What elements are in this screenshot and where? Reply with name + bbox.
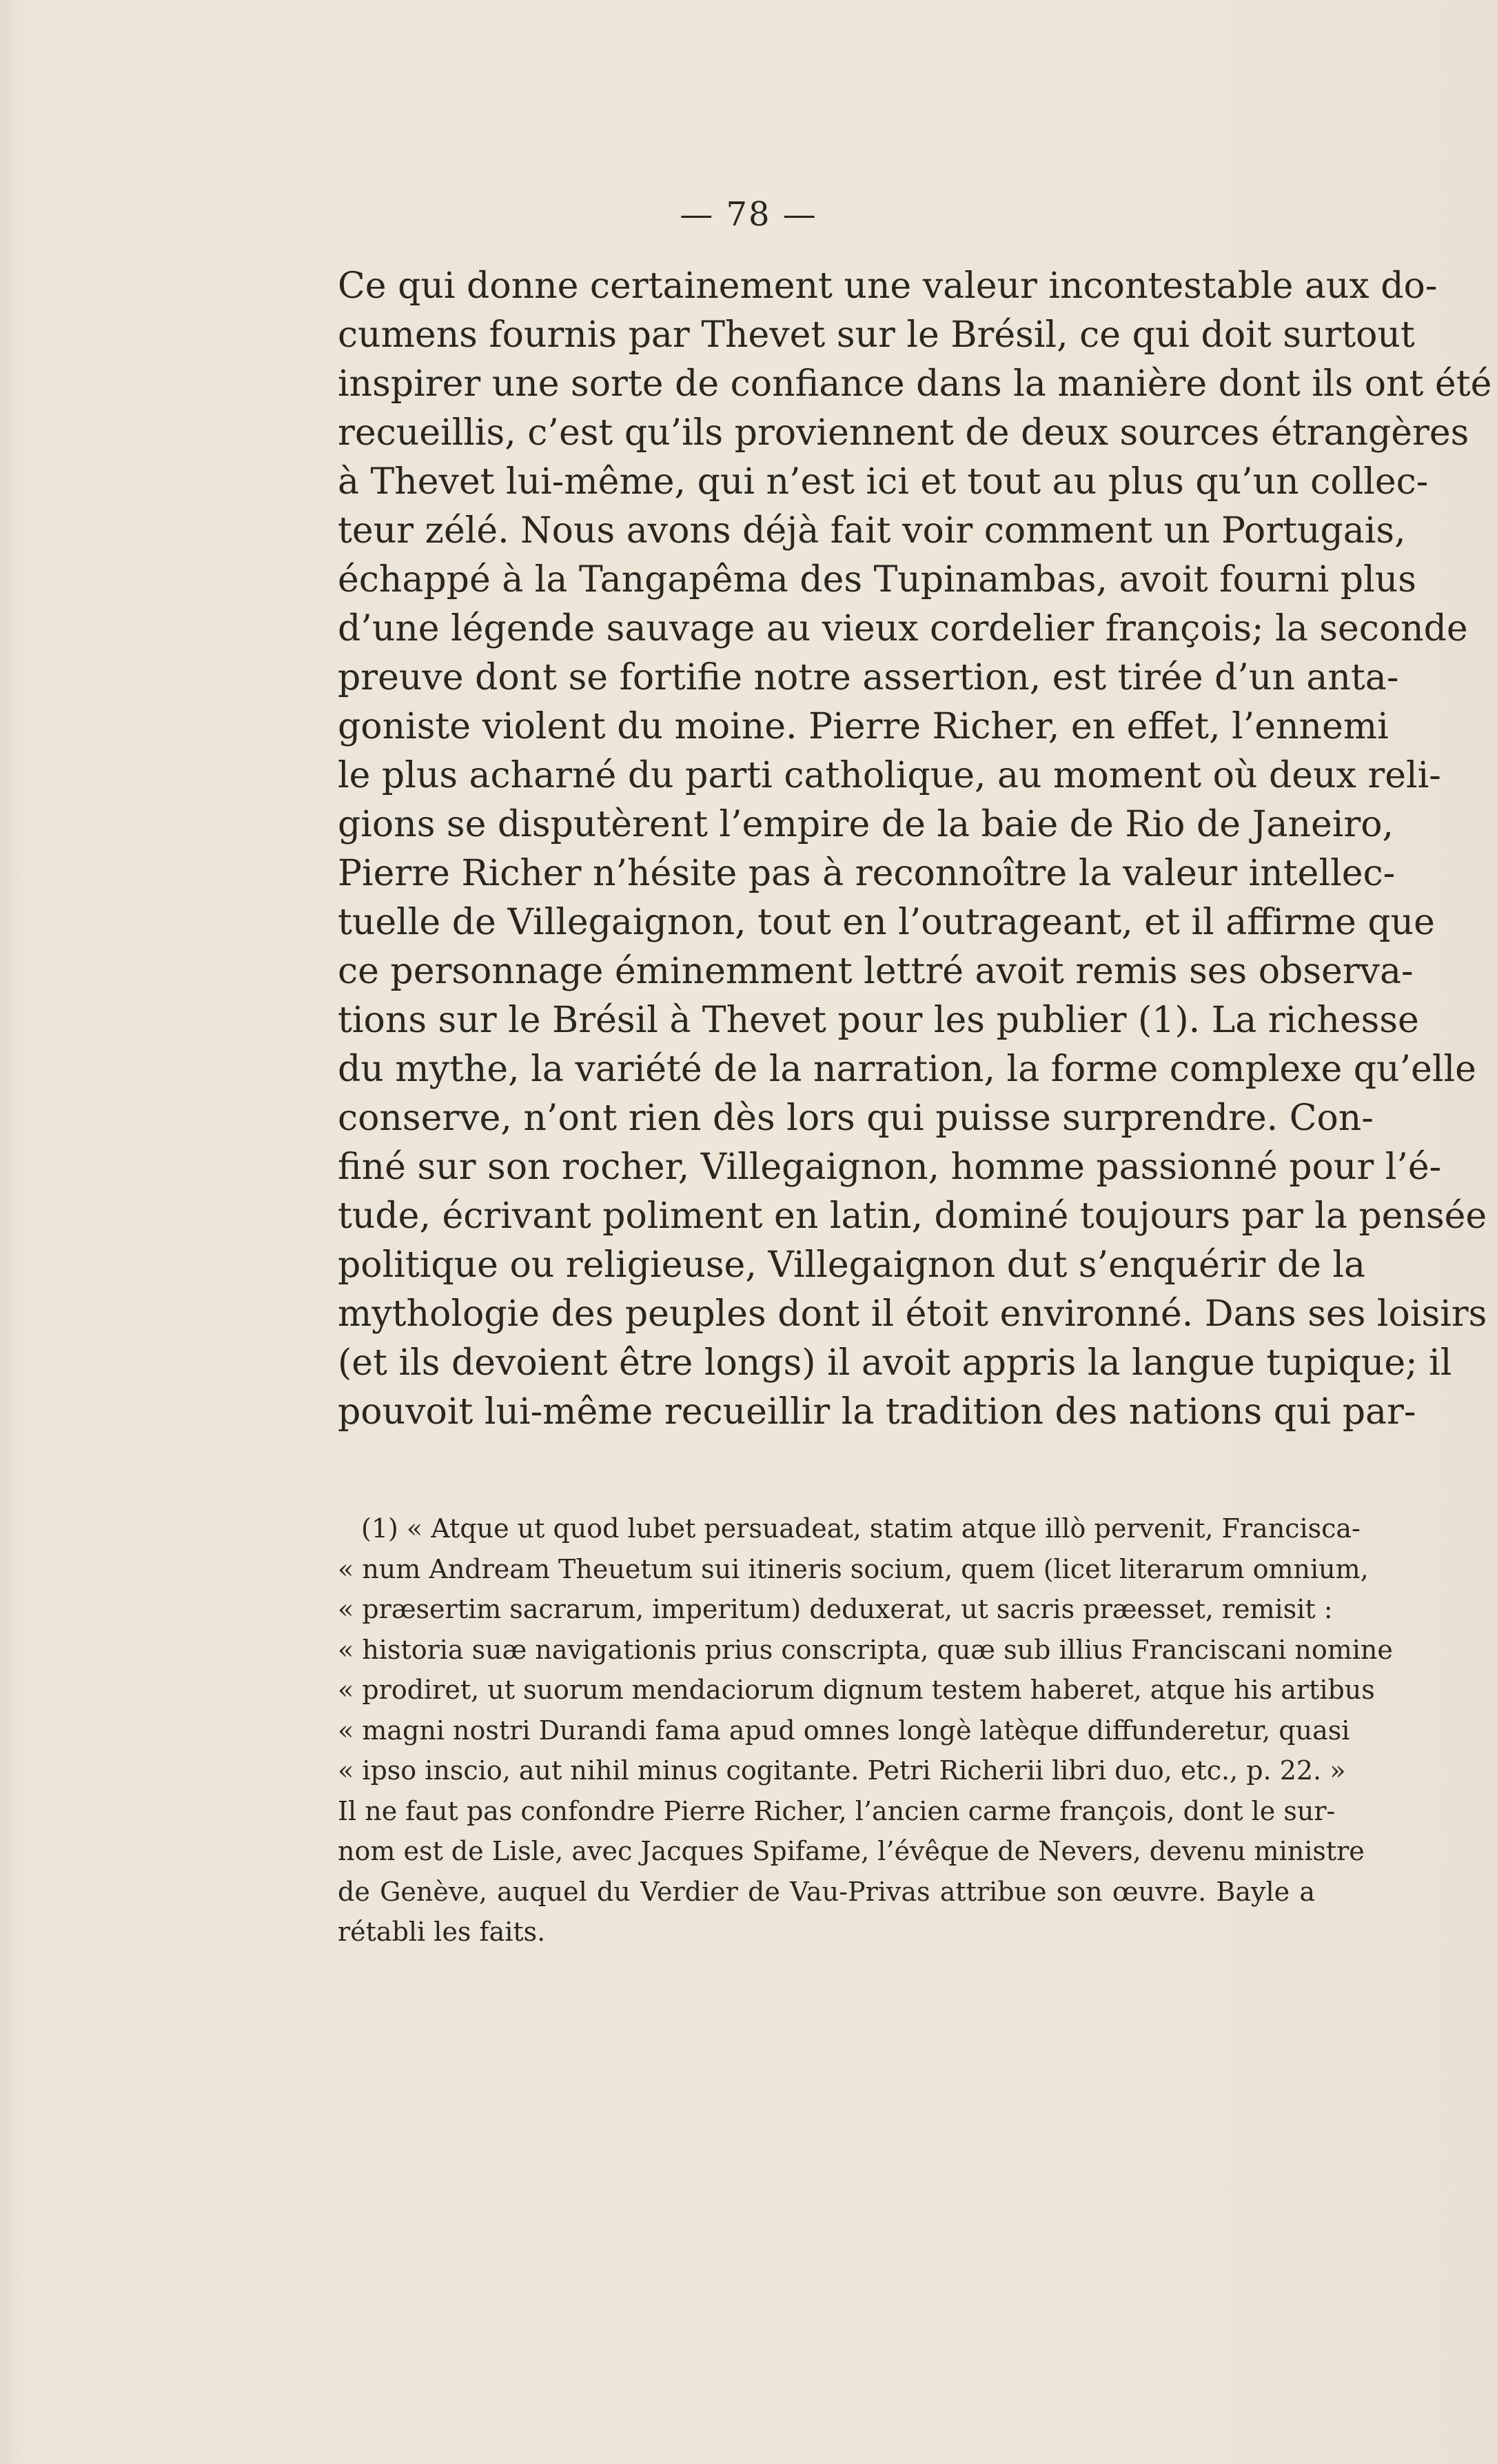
text-line: tions sur le Brésil à Thevet pour les publier (1). La richesse [338, 1000, 1419, 1041]
footnote-line: « num Andream Theuetum sui itineris socium, quem (licet literarum omnium, [338, 1553, 1369, 1584]
text-line: échappé à la Tangapêma des Tupinambas, avoit fourni plus [338, 559, 1416, 600]
text-line: tuelle de Villegaignon, tout en l’outrageant, et il affirme que [338, 902, 1435, 943]
text-line: politique ou religieuse, Villegaignon dut s’enquérir de la [338, 1244, 1366, 1286]
text-line: le plus acharné du parti catholique, au moment où deux reli- [338, 755, 1441, 796]
footnote-line: « præsertim sacrarum, imperitum) deduxerat, ut sacris præesset, remisit : [338, 1594, 1333, 1624]
text-line: teur zélé. Nous avons déjà fait voir comment un Portugais, [338, 510, 1406, 552]
text-line: Ce qui donne certainement une valeur incontestable aux do- [338, 265, 1438, 307]
text-line: pouvoit lui-même recueillir la tradition des nations qui par- [338, 1391, 1416, 1433]
main-text-block [338, 262, 1492, 1437]
footnote-line: « magni nostri Durandi fama apud omnes longè latèque diffunderetur, quasi [338, 1715, 1350, 1746]
text-line: du mythe, la variété de la narration, la forme complexe qu’elle [338, 1049, 1476, 1090]
text-line: Pierre Richer n’hésite pas à reconnoître la valeur intellec- [338, 853, 1396, 894]
footnote-line: « historia suæ navigationis prius conscripta, quæ sub illius Franciscani nomine [338, 1634, 1393, 1665]
text-line: finé sur son rocher, Villegaignon, homme passionné pour l’é- [338, 1147, 1442, 1188]
text-line: recueillis, c’est qu’ils proviennent de deux sources étrangères [338, 412, 1469, 454]
footnote-line: Il ne faut pas confondre Pierre Richer, l’ancien carme françois, dont le sur- [338, 1795, 1336, 1826]
text-line: conserve, n’ont rien dès lors qui puisse surprendre. Con- [338, 1098, 1374, 1139]
text-line: gions se disputèrent l’empire de la baie de Rio de Janeiro, [338, 804, 1394, 845]
text-line: cumens fournis par Thevet sur le Brésil, ce qui doit surtout [338, 314, 1415, 356]
footnote-line: (1) « Atque ut quod lubet persuadeat, statim atque illò pervenit, Francisca- [361, 1513, 1361, 1544]
footnote-line: « ipso inscio, aut nihil minus cogitante. Petri Richerii libri duo, etc., p. 22. » [338, 1755, 1346, 1786]
page-number: — 78 — [680, 195, 817, 234]
footnote-block [338, 1508, 1393, 1952]
footnote-line: « prodiret, ut suorum mendaciorum dignum testem haberet, atque his artibus [338, 1675, 1375, 1705]
footnote-line: de Genève, auquel du Verdier de Vau-Privas attribue son œuvre. Bayle a [338, 1876, 1315, 1907]
footnote-line: nom est de Lisle, avec Jacques Spifame, l’évêque de Nevers, devenu ministre [338, 1836, 1365, 1866]
text-line: à Thevet lui-même, qui n’est ici et tout au plus qu’un collec- [338, 461, 1429, 503]
text-line: inspirer une sorte de confiance dans la manière dont ils ont été [338, 363, 1492, 405]
text-line: goniste violent du moine. Pierre Richer, en effet, l’ennemi [338, 706, 1389, 747]
footnote-line: rétabli les faits. [338, 1917, 546, 1947]
text-line: ce personnage éminemment lettré avoit remis ses observa- [338, 951, 1414, 992]
text-line: d’une légende sauvage au vieux cordelier françois; la seconde [338, 608, 1468, 649]
text-line: mythologie des peuples dont il étoit environné. Dans ses loisirs [338, 1293, 1487, 1335]
text-line: preuve dont se fortifie notre assertion, est tirée d’un anta- [338, 657, 1399, 698]
text-line: (et ils devoient être longs) il avoit appris la langue tupique; il [338, 1342, 1452, 1384]
text-line: tude, écrivant poliment en latin, dominé toujours par la pensée [338, 1195, 1487, 1237]
